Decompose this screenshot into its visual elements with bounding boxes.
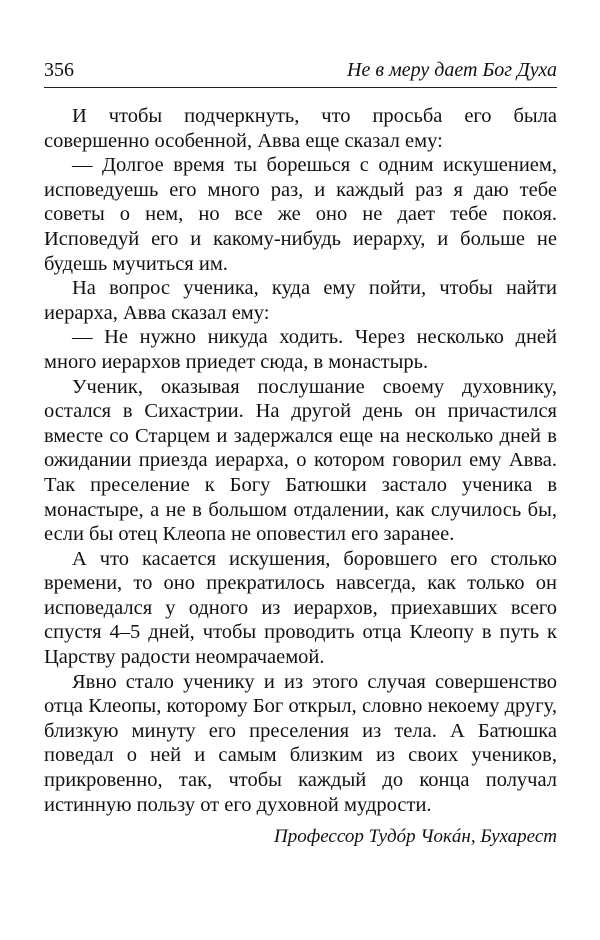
page-number: 356	[44, 59, 74, 81]
paragraph: И чтобы подчеркнуть, что просьба его была совершенно особенной, Авва еще сказал ему:	[44, 105, 557, 152]
paragraph: Ученик, оказывая послушание своему духовнику, остался в Сихастрии. На другой день он причастился вместе со Старцем и задержался еще на несколько дней в ожидании приезда иерарха, о котором говорил ему Авва. Так преселение к Богу Батюшки застало ученика в монастыре, а не в большом отдалении, как случилось бы, если бы отец Клеопа не оповестил его заранее.	[44, 375, 557, 546]
book-page	[44, 58, 557, 849]
author-signature: Профессор Тудóр Чокáн, Бухарест	[274, 826, 557, 848]
paragraph: Явно стало ученику и из этого случая совершенство отца Клеопы, которому Бог открыл, словно некоему другу, близкую минуту его преселения из тела. А Батюшка поведал о ней и самым близким из своих учеников, прикровенно, так, чтобы каждый до конца получал истинную пользу от его духовной мудрости.	[44, 670, 557, 816]
paragraph: На вопрос ученика, куда ему пойти, чтобы найти иерарха, Авва сказал ему:	[44, 277, 557, 324]
running-title: Не в меру дает Бог Духа	[347, 59, 557, 81]
paragraph: А что касается искушения, боровшего его столько времени, то оно прекратилось навсегда, как только он исповедался у одного из иерархов, приехавших всего спустя 4–5 дней, чтобы проводить отца Клеопу в путь к Царству радости неомрачаемой.	[44, 547, 557, 669]
paragraph: — Не нужно никуда ходить. Через несколько дней много иерархов приедет сюда, в монастырь.	[44, 326, 557, 373]
paragraph: — Долгое время ты борешься с одним искушением, исповедуешь его много раз, и каждый раз я даю тебе советы о нем, но все же оно не дает тебе покоя. Исповедуй его и какому-нибудь иерарху, и больше не будешь мучиться им.	[44, 154, 557, 275]
page-header	[44, 58, 557, 88]
body-text	[44, 104, 557, 817]
